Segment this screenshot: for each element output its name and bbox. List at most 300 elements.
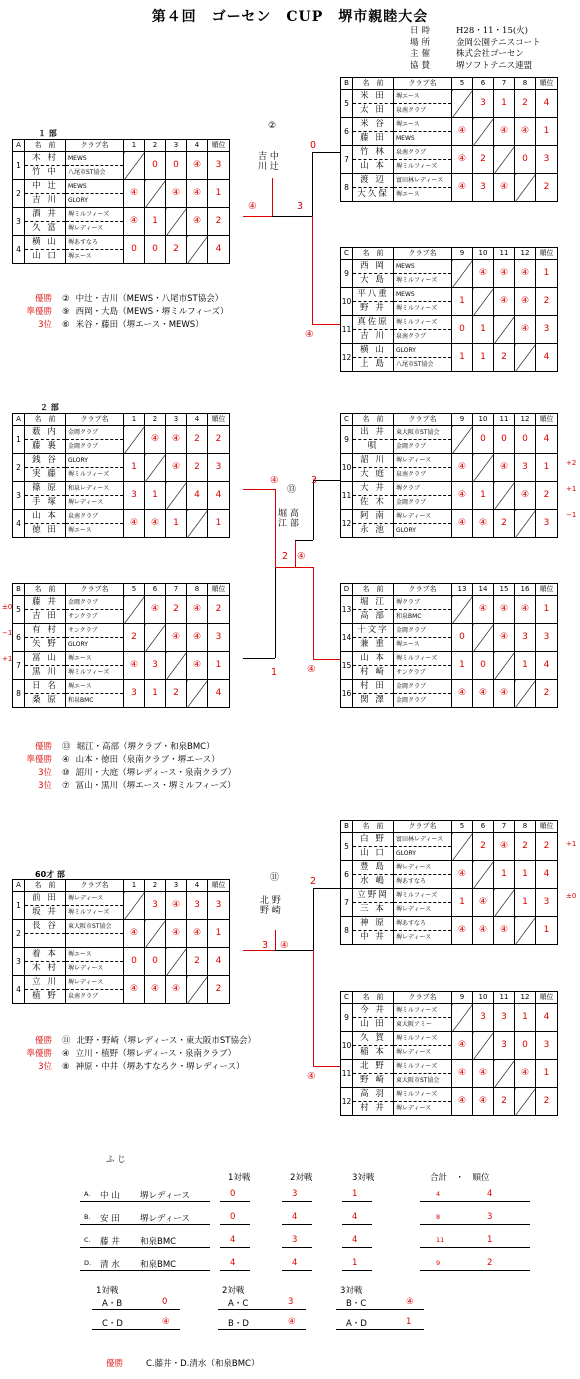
match-score: ④ (124, 976, 145, 1004)
bracket-d2-score-e: 1 (271, 667, 278, 678)
player-name: 詔 川 (353, 454, 394, 468)
player-name: 渡 辺 (353, 174, 394, 188)
match-score: ④ (145, 510, 166, 538)
player-club: GLORY (66, 638, 124, 652)
player-name: 横 山 (25, 236, 66, 250)
player-club: MEWS (394, 132, 452, 146)
row-number: 8 (341, 917, 353, 945)
player-name: 木 村 (25, 152, 66, 166)
match-score (494, 146, 515, 174)
player-club: 堺クラブ (394, 596, 452, 610)
result-seed: ⑦ (62, 781, 70, 791)
player-name: 日 名 (25, 680, 66, 694)
group-table-g3 (340, 247, 558, 372)
group-table-g1 (12, 139, 230, 264)
match-score: 1 (452, 288, 473, 316)
header-rank: 順位 (536, 414, 558, 426)
player-name: 桑 原 (25, 694, 66, 708)
result-row (0, 306, 229, 319)
rank-value: 1 (208, 510, 230, 538)
result-row (0, 1061, 256, 1074)
rank-value: 3 (536, 624, 558, 652)
fuji-winner: C.藤井・D.清水（和泉BMC） (146, 1359, 260, 1369)
match-score: ④ (473, 596, 494, 624)
rank-value: 4 (536, 344, 558, 372)
player-club: 金岡クラブ (394, 694, 452, 708)
player-club: 堺ミルフィーズ (394, 1032, 452, 1046)
match-score: ④ (166, 624, 187, 652)
header-col: 10 (473, 992, 494, 1004)
match-score: ④ (187, 180, 208, 208)
result-row (0, 293, 229, 306)
rank-value: 4 (536, 426, 558, 454)
player-club: 堺ミルフィーズ (394, 274, 452, 288)
match-score (494, 316, 515, 344)
header-name: 名 前 (25, 140, 66, 152)
rank-value: 3 (536, 146, 558, 174)
player-club: 堺エース (394, 118, 452, 132)
player-name: 前 田 (25, 892, 66, 906)
match-score: 3 (494, 1004, 515, 1032)
fuji-match-score: ④ (406, 1297, 414, 1307)
header-col: 12 (515, 414, 536, 426)
match-score: 3 (515, 624, 536, 652)
match-score (166, 652, 187, 680)
header-col: 6 (473, 78, 494, 90)
fuji-match-pair: B・D (228, 1319, 249, 1329)
player-club: 泉南クラブ (394, 330, 452, 344)
player-name: 野 崎 (353, 1074, 394, 1088)
match-score: 3 (515, 454, 536, 482)
row-number: 11 (341, 1060, 353, 1088)
fuji-match-pair: C・D (102, 1319, 123, 1329)
match-score: ④ (473, 1088, 494, 1116)
result-text: 米谷・藤田（堺エース・MEWS） (75, 320, 204, 330)
info-row (410, 26, 541, 38)
player-club: 和泉BMC (66, 694, 124, 708)
fuji-header: 1対戦 (228, 1173, 251, 1183)
rank-value: 2 (208, 426, 230, 454)
fuji-match-score: 3 (288, 1297, 294, 1307)
info-key: 場所 (410, 37, 434, 48)
match-score (494, 482, 515, 510)
player-name: 村 崎 (353, 666, 394, 680)
player-club: 堺あすなろ (394, 917, 452, 931)
table-row (341, 917, 558, 931)
match-score (494, 889, 515, 917)
match-score: 1 (145, 680, 166, 708)
table-row (13, 596, 230, 610)
row-number: 1 (13, 892, 25, 920)
match-score (145, 454, 166, 482)
player-club: 東大阪市ST協会 (66, 920, 124, 934)
player-name: 米 田 (353, 90, 394, 104)
result-label: 3位 (38, 320, 52, 330)
match-score (515, 174, 536, 202)
table-row (13, 482, 230, 496)
player-club: 堺レディース (66, 962, 124, 976)
header-club: クラブ名 (66, 140, 124, 152)
match-score: 0 (452, 316, 473, 344)
result-text: 西岡・大島（MEWS・堺ミルフィーズ） (75, 307, 229, 317)
result-text: 堀江・高部（堺クラブ・和泉BMC） (76, 742, 215, 752)
row-number: 7 (13, 652, 25, 680)
match-score (145, 624, 166, 652)
bracket-d3-score-top: 2 (310, 876, 317, 887)
fuji-match-round: 2対戦 (222, 1286, 245, 1296)
player-club: 金岡クラブ (394, 496, 452, 510)
fuji-row-id: B. (84, 1213, 91, 1221)
match-score: ④ (515, 596, 536, 624)
result-label: 3位 (38, 1062, 52, 1072)
match-score: 3 (473, 90, 494, 118)
row-number: 5 (13, 596, 25, 624)
header-name: 名 前 (353, 992, 394, 1004)
player-club: 泉南クラブ (66, 990, 124, 1004)
player-name: 豊 島 (353, 861, 394, 875)
result-seed: ⑪ (62, 1036, 71, 1046)
header-col: 11 (494, 248, 515, 260)
rank-value: 2 (536, 482, 558, 510)
info-key: 日時 (410, 26, 434, 36)
match-score (187, 976, 208, 1004)
player-club: 泉南クラブ (394, 104, 452, 118)
match-score: ④ (452, 680, 473, 708)
player-name: 北 野 (353, 1060, 394, 1074)
player-club: 堺レディース (66, 892, 124, 906)
header-club: クラブ名 (66, 414, 124, 426)
header-club: クラブ名 (66, 584, 124, 596)
fuji-row-id: C. (84, 1236, 91, 1244)
row-number: 7 (341, 146, 353, 174)
match-score: 1 (145, 482, 166, 510)
fuji-round-score: 3 (292, 1235, 298, 1245)
table-row (13, 510, 230, 524)
header-col: 8 (515, 821, 536, 833)
player-club: 金岡クラブ (394, 624, 452, 638)
player-name: 植 野 (25, 990, 66, 1004)
group-letter: D (341, 584, 353, 596)
row-number: 2 (13, 180, 25, 208)
bracket-d3-score-mid: ④ (280, 940, 289, 951)
row-number: 12 (341, 344, 353, 372)
player-name: 木 村 (25, 962, 66, 976)
rank-value: 2 (536, 288, 558, 316)
fuji-round-score: 4 (352, 1235, 358, 1245)
group-letter: C (341, 414, 353, 426)
fuji-round-score: 4 (292, 1212, 298, 1222)
match-score: 1 (124, 454, 145, 482)
header-col: 1 (124, 140, 145, 152)
bracket-d1-score-bot: ④ (305, 329, 314, 340)
fuji-player-club: 堺レディース (140, 1191, 190, 1201)
result-label: 準優勝 (26, 307, 52, 317)
row-number: 6 (341, 861, 353, 889)
fuji-rank: 2 (487, 1258, 493, 1268)
group-table-g4 (12, 413, 230, 538)
match-score: ④ (494, 680, 515, 708)
row-number: 9 (341, 260, 353, 288)
match-score: 3 (145, 892, 166, 920)
fuji-player-club: 和泉BMC (140, 1260, 177, 1270)
match-score: ④ (494, 596, 515, 624)
player-club: 堺エース (66, 652, 124, 666)
table-row (341, 288, 558, 302)
player-name: 大 井 (353, 482, 394, 496)
player-club: 堺レディース (394, 1102, 452, 1116)
rank-value: 1 (536, 454, 558, 482)
match-score (473, 624, 494, 652)
match-score: 1 (515, 1004, 536, 1032)
header-col: 7 (494, 821, 515, 833)
match-score: 2 (515, 833, 536, 861)
group-table-g8 (12, 879, 230, 1004)
match-score: 1 (515, 861, 536, 889)
table-row (13, 680, 230, 694)
header-club: クラブ名 (394, 992, 452, 1004)
fuji-round-score: 4 (230, 1258, 236, 1268)
match-score: 3 (187, 892, 208, 920)
player-club: サンクラブ (66, 610, 124, 624)
table-row (13, 152, 230, 166)
player-name: 山 田 (353, 1018, 394, 1032)
player-club: 堺レディース (394, 1046, 452, 1060)
player-name: 中 井 (353, 931, 394, 945)
player-name: 藤 裏 (25, 440, 66, 454)
table-row (341, 1060, 558, 1074)
header-club: クラブ名 (394, 78, 452, 90)
header-col: 2 (145, 414, 166, 426)
match-score: ④ (515, 482, 536, 510)
rank-value: 1 (536, 1060, 558, 1088)
player-name: 三 本 (353, 903, 394, 917)
bracket-d3-circle: ⑪ (270, 873, 280, 883)
fuji-player-club: 和泉BMC (140, 1237, 177, 1247)
result-label: 優勝 (34, 1036, 52, 1046)
bracket-d2-score-b: 3 (311, 475, 318, 486)
match-score: 0 (515, 426, 536, 454)
match-score: ④ (473, 260, 494, 288)
table-row (341, 1088, 558, 1102)
group-letter: A (13, 880, 25, 892)
rank-value: 3 (208, 152, 230, 180)
row-number: 3 (13, 208, 25, 236)
row-number: 10 (341, 288, 353, 316)
match-score: 2 (166, 596, 187, 624)
row-number: 16 (341, 680, 353, 708)
player-name: 手 塚 (25, 496, 66, 510)
rank-value: 1 (536, 596, 558, 624)
result-seed: ⑥ (62, 320, 70, 330)
group-table-g2 (340, 77, 558, 202)
match-score: ④ (494, 174, 515, 202)
player-club: 堺エース (66, 680, 124, 694)
table-row (341, 1004, 558, 1018)
fuji-title: ふ じ (106, 1155, 126, 1165)
match-score (515, 917, 536, 945)
player-name: 山 口 (353, 847, 394, 861)
rank-value: 3 (536, 889, 558, 917)
fuji-player-club: 堺レディース (140, 1214, 190, 1224)
match-score: ④ (166, 454, 187, 482)
match-score: ④ (473, 917, 494, 945)
row-number: 7 (341, 889, 353, 917)
rank-value: 4 (208, 680, 230, 708)
player-club: 堺レディース (394, 931, 452, 945)
match-score: 3 (473, 1004, 494, 1032)
player-name: 村 井 (353, 1102, 394, 1116)
rank-value: 1 (208, 180, 230, 208)
match-score: 3 (124, 680, 145, 708)
match-score: ④ (166, 920, 187, 948)
match-score (187, 510, 208, 538)
match-score: 0 (452, 624, 473, 652)
row-number: 2 (13, 454, 25, 482)
group-table-g5 (12, 583, 230, 708)
player-name: 高 部 (353, 610, 394, 624)
match-score (473, 118, 494, 146)
match-score: ④ (515, 118, 536, 146)
player-name: 久 富 (25, 222, 66, 236)
player-name: 長 谷 (25, 920, 66, 934)
table-row (341, 316, 558, 330)
match-score: 0 (515, 1032, 536, 1060)
table-row (13, 208, 230, 222)
rank-value: 3 (208, 892, 230, 920)
match-score: ④ (494, 118, 515, 146)
table-row (341, 260, 558, 274)
header-name: 名 前 (353, 78, 394, 90)
result-text: 詔川・大庭（堺レディース・泉南クラブ） (75, 768, 237, 778)
player-name: 篠 原 (25, 482, 66, 496)
match-score (187, 680, 208, 708)
player-club: 堺あすなろ (394, 875, 452, 889)
row-number: 10 (341, 454, 353, 482)
rank-value: 1 (536, 118, 558, 146)
header-col: 8 (515, 78, 536, 90)
rank-value: 4 (536, 1004, 558, 1032)
table-row (13, 652, 230, 666)
player-name: 横 山 (353, 344, 394, 358)
bracket-d2-score-d: ④ (297, 551, 306, 562)
results-d2 (0, 741, 236, 793)
rank-value: 4 (208, 482, 230, 510)
match-score (124, 892, 145, 920)
rank-diff-note: −1 (2, 629, 13, 637)
match-score: 2 (187, 454, 208, 482)
row-number: 6 (13, 624, 25, 652)
table-row (13, 976, 230, 990)
match-score: 2 (166, 236, 187, 264)
row-number: 10 (341, 1032, 353, 1060)
header-rank: 順位 (208, 880, 230, 892)
section-label-d3: 60才 部 (35, 870, 65, 879)
match-score (494, 652, 515, 680)
match-score: 4 (187, 482, 208, 510)
player-name: 藤 井 (25, 596, 66, 610)
header-col: 5 (124, 584, 145, 596)
player-name: 上 島 (353, 358, 394, 372)
player-name: 唄 (353, 440, 394, 454)
match-score: 2 (187, 426, 208, 454)
player-club: 堺エース (66, 250, 124, 264)
fuji-match-score: ④ (162, 1317, 170, 1327)
match-score: ④ (145, 596, 166, 624)
match-score: ④ (166, 892, 187, 920)
player-club: 堺ミルフィーズ (66, 906, 124, 920)
rank-value: 3 (536, 1032, 558, 1060)
match-score: ④ (452, 454, 473, 482)
header-rank: 順位 (208, 140, 230, 152)
match-score: 1 (515, 889, 536, 917)
result-label: 準優勝 (26, 1049, 52, 1059)
rank-value: 3 (536, 510, 558, 538)
header-col: 5 (452, 821, 473, 833)
header-col: 3 (166, 414, 187, 426)
player-name: 中 辻 (25, 180, 66, 194)
row-number: 6 (341, 118, 353, 146)
player-club: 東大阪市ST協会 (394, 426, 452, 440)
table-row (341, 344, 558, 358)
player-club: 東大阪市ST協会 (394, 1074, 452, 1088)
bracket-d1-names: 吉 中 川 辻 (258, 152, 279, 172)
result-text: 神原・中井（堺あすなろク・堺レディース） (75, 1062, 245, 1072)
player-club: 東大阪アミー (394, 1018, 452, 1032)
header-col: 14 (473, 584, 494, 596)
info-value: 堺ソフトテニス連盟 (456, 60, 533, 71)
info-key: 協賛 (410, 60, 434, 71)
player-club: 金岡クラブ (394, 440, 452, 454)
player-club: 八尾市ST協会 (394, 358, 452, 372)
match-score (166, 208, 187, 236)
result-row (0, 741, 236, 754)
fuji-player-name: 安 田 (100, 1214, 120, 1224)
player-name: 永 池 (353, 524, 394, 538)
player-club: 堺ミルフィーズ (66, 468, 124, 482)
header-col: 13 (452, 584, 473, 596)
table-row (13, 948, 230, 962)
match-score: ④ (124, 180, 145, 208)
player-club: 堺クラブ (394, 482, 452, 496)
bracket-d2-names: 堀 高 江 部 (278, 509, 299, 529)
fuji-player-name: 藤 井 (100, 1237, 120, 1247)
player-name: 西 岡 (353, 260, 394, 274)
match-score: 1 (452, 652, 473, 680)
player-club: 堺あすなろ (66, 236, 124, 250)
player-name: 実 藤 (25, 468, 66, 482)
player-name: 吉 田 (25, 610, 66, 624)
match-score: ④ (515, 316, 536, 344)
player-name: 山 本 (353, 160, 394, 174)
fuji-total: 9 (436, 1259, 441, 1267)
player-club: GLORY (394, 524, 452, 538)
row-number: 12 (341, 510, 353, 538)
rank-value: 1 (208, 920, 230, 948)
rank-value: 4 (208, 948, 230, 976)
group-letter: A (13, 140, 25, 152)
player-club: 堺ミルフィーズ (394, 302, 452, 316)
match-score (166, 948, 187, 976)
player-club: 金岡クラブ (394, 680, 452, 694)
player-name: 竹 林 (353, 146, 394, 160)
bracket-d2-score-c: 2 (282, 551, 289, 562)
match-score: 1 (494, 90, 515, 118)
header-name: 名 前 (25, 584, 66, 596)
header-rank: 順位 (536, 821, 558, 833)
header-col: 4 (187, 880, 208, 892)
match-score: 1 (473, 316, 494, 344)
table-row (13, 920, 230, 934)
